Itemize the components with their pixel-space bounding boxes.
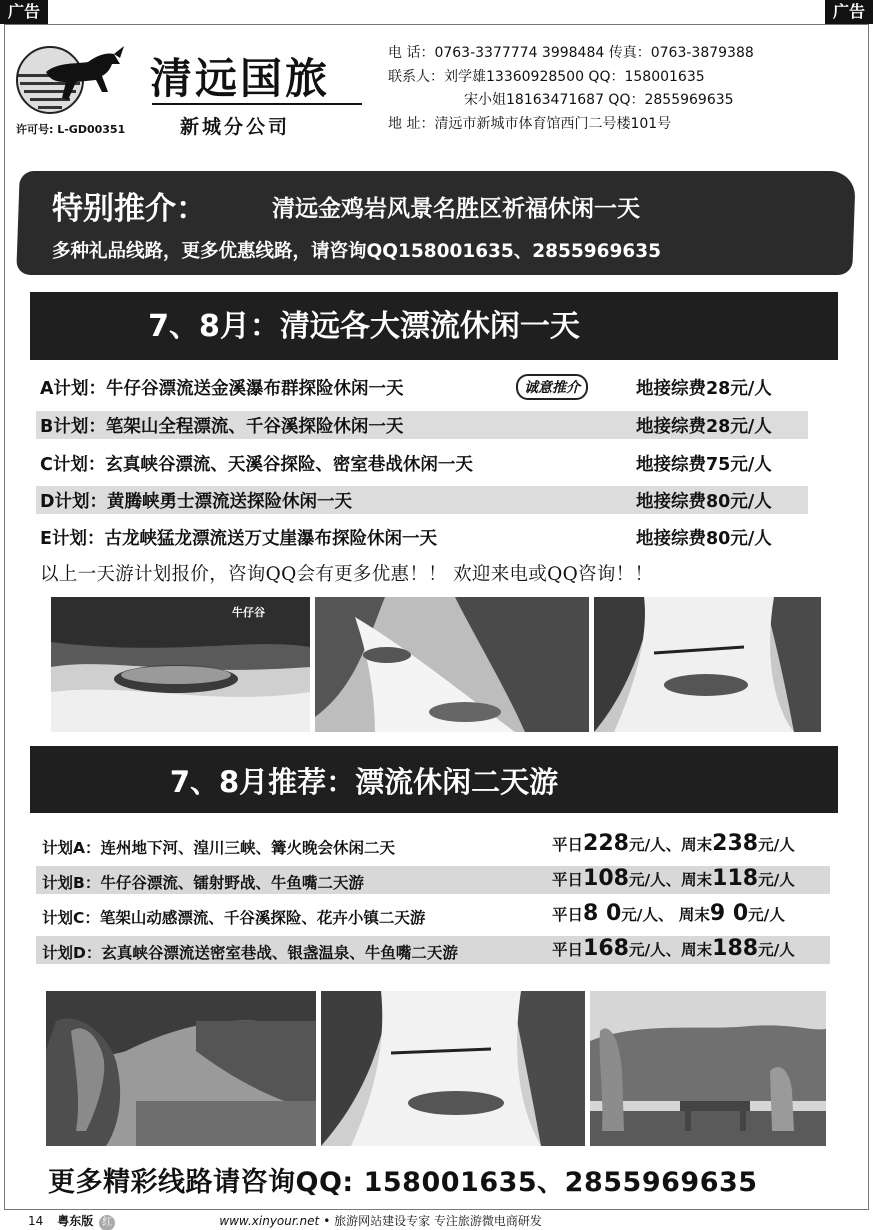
- plan-price: 地接综费80元/人: [636, 529, 772, 549]
- plan-row-b: [36, 411, 808, 439]
- photo-logo-text: 牛仔谷: [232, 606, 265, 619]
- kayak-photo: [321, 991, 585, 1146]
- license-number: 许可号: L-GD00351: [16, 123, 126, 136]
- tour-row-d: [36, 936, 830, 964]
- tour-row-b: [36, 866, 830, 894]
- edition-mark: 红: [99, 1215, 115, 1230]
- plan-price: 地接综费28元/人: [636, 379, 772, 399]
- plan-desc: B计划：笔架山全程漂流、千谷溪探险休闲一天: [40, 417, 404, 437]
- tour-desc: 计划A：连州地下河、湟川三峡、篝火晚会休闲二天: [42, 839, 395, 857]
- website-link[interactable]: www.xinyour.net: [219, 1214, 320, 1228]
- contact-block: [388, 42, 754, 136]
- edition-label: 粤东版: [57, 1214, 94, 1228]
- tour-price: [552, 866, 795, 891]
- weekday-price: 228: [583, 831, 629, 856]
- special-title: 特别推介：: [52, 191, 207, 227]
- weekend-label: 周末: [681, 871, 713, 889]
- tour-price: [552, 901, 785, 926]
- plan-desc: C计划：玄真峡谷漂流、天溪谷探险、密室巷战休闲一天: [40, 455, 473, 475]
- contact-line-1: 联系人：刘学雄13360928500 QQ：158001635: [388, 68, 705, 85]
- tour-desc: 计划C：笔架山动感漂流、千谷溪探险、花卉小镇二天游: [42, 909, 426, 927]
- scenic-gate-photo: [590, 991, 826, 1146]
- plan-desc: E计划：古龙峡猛龙漂流送万丈崖瀑布探险休闲一天: [40, 529, 437, 549]
- tour-row-c: [36, 901, 830, 929]
- pricing-note: 以上一天游计划报价，咨询QQ会有更多优惠！！ 欢迎来电或QQ咨询！！: [40, 564, 654, 585]
- plan-row-e: [36, 523, 808, 551]
- special-contact-line: 多种礼品线路，更多优惠线路，请咨询QQ158001635、2855969635: [52, 241, 662, 262]
- rafting-photo-1: [51, 597, 310, 732]
- plan-price: 地接综费28元/人: [636, 417, 772, 437]
- price-unit: 元/人: [758, 871, 795, 889]
- weekday-label: 平日: [552, 871, 584, 889]
- weekend-label: 周末: [678, 906, 710, 924]
- weekday-label: 平日: [552, 906, 584, 924]
- page-number: 14: [28, 1214, 44, 1228]
- address-line: 地 址：清远市新城市体育馆西门二号楼101号: [388, 115, 672, 132]
- weekend-price: 118: [712, 866, 759, 891]
- rafting-photo-3: [594, 597, 821, 732]
- plan-price: 地接综费75元/人: [636, 455, 772, 475]
- plan-desc: A计划：牛仔谷漂流送金溪瀑布群探险休闲一天: [40, 379, 404, 399]
- price-unit: 元/人: [748, 906, 785, 924]
- tour-desc: 计划B：牛仔谷漂流、镭射野战、牛鱼嘴二天游: [42, 874, 364, 892]
- weekend-price: 188: [712, 936, 759, 961]
- weekday-price: 108: [583, 866, 629, 891]
- ad-tag-left: 广告: [0, 0, 48, 24]
- plan-price: 地接综费80元/人: [636, 492, 772, 512]
- title-divider: [152, 103, 362, 105]
- section-two-day-title: 7、8月推荐：漂流休闲二天游: [30, 746, 838, 813]
- company-branch: 新城分公司: [180, 116, 291, 138]
- company-name: 清远国旅: [150, 54, 331, 103]
- weekend-label: 周末: [681, 836, 713, 854]
- special-subtitle: 清远金鸡岩风景名胜区祈福休闲一天: [272, 196, 640, 222]
- price-unit: 元/人: [758, 836, 795, 854]
- weekend-label: 周末: [681, 941, 713, 959]
- rafting-photo-2: [315, 597, 589, 732]
- price-unit: 元/人、: [628, 871, 682, 889]
- recommend-badge: 诚意推介: [516, 374, 588, 400]
- weekend-price: 238: [712, 831, 759, 856]
- price-unit: 元/人、: [621, 906, 679, 924]
- contact-line-2: 宋小姐18163471687 QQ：2855969635: [464, 92, 734, 108]
- plan-row-a: [36, 373, 808, 401]
- price-unit: 元/人、: [628, 836, 682, 854]
- footer-qq-line: 更多精彩线路请咨询QQ: 158001635、2855969635: [48, 1167, 758, 1198]
- tour-row-a: [36, 831, 830, 859]
- special-banner: [16, 171, 856, 275]
- price-unit: 元/人、: [628, 941, 682, 959]
- cave-photo: [46, 991, 316, 1146]
- page-footer: [28, 1212, 542, 1230]
- tour-desc: 计划D：玄真峡谷漂流送密室巷战、银盏温泉、牛鱼嘴二天游: [42, 944, 458, 962]
- plan-desc: D计划：黄腾峡勇士漂流送探险休闲一天: [40, 492, 353, 512]
- horse-logo-icon: [16, 40, 134, 122]
- price-unit: 元/人: [758, 941, 795, 959]
- plan-row-c: [36, 449, 808, 477]
- ad-tag-right: 广告: [825, 0, 873, 24]
- phone-line: 电 话：0763-3377774 3998484 传真：0763-3879388: [388, 45, 754, 61]
- weekend-price: 9 0: [709, 901, 749, 926]
- tour-price: [552, 831, 795, 856]
- weekday-label: 平日: [552, 836, 584, 854]
- section-one-day-title: 7、8月：清远各大漂流休闲一天: [30, 292, 838, 360]
- tour-price: [552, 936, 795, 961]
- weekday-price: 8 0: [583, 901, 622, 926]
- plan-row-d: [36, 486, 808, 514]
- footer-slogan: • 旅游网站建设专家 专注旅游微电商研发: [323, 1214, 542, 1228]
- weekday-label: 平日: [552, 941, 584, 959]
- weekday-price: 168: [583, 936, 629, 961]
